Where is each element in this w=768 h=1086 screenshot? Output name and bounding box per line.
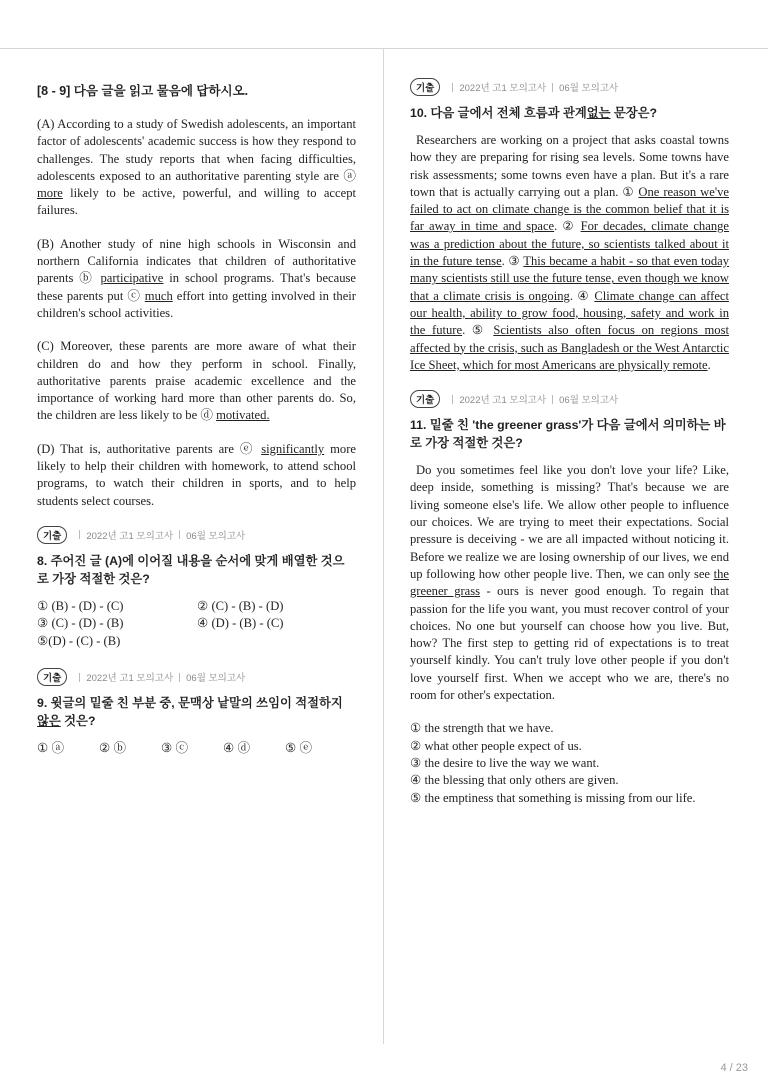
q11-choice-4[interactable]: ④ the blessing that only others are given. xyxy=(410,773,619,788)
q11-underlined: the greener grass xyxy=(410,566,729,599)
q11-passage-end: - ours is never good enough. To regain that passion for the life you want, you must recover control of your choices. No one but yourself can choose how you live. But, how? The first step to getting rid of expectations is to treat yourself kindly. You can't truly love other people if you don't love yourself first. When we accept who we are, there's no room for other's expectation. xyxy=(410,584,729,703)
separator xyxy=(552,83,553,92)
passage-b-end: effort into getting involved in their children's school activities. xyxy=(37,288,356,320)
q9-tag-badge: 기출 xyxy=(37,668,67,686)
mark-c: ⓒ xyxy=(127,288,141,303)
q10-year: 2022년 고1 모의고사 xyxy=(459,83,547,94)
q8-choice-1[interactable]: ① (B) - (D) - (C) xyxy=(37,598,124,613)
q8-year: 2022년 고1 모의고사 xyxy=(86,530,174,542)
mark-b: ⓑ xyxy=(79,271,95,286)
q11-choice-2[interactable]: ② what other people expect of us. xyxy=(410,738,582,753)
separator xyxy=(452,395,453,404)
q9-title-text: 9. 윗글의 밑줄 친 부분 중, 문맥상 낱말의 쓰임이 적절하지 xyxy=(37,696,343,711)
separator xyxy=(452,83,453,92)
right-column xyxy=(410,78,729,807)
q10-title-text: 10. 다음 글에서 전체 흐름과 관계 xyxy=(410,106,587,120)
q9-choice-5[interactable]: ⑤ ⓔ xyxy=(285,741,313,756)
q9-choice-4[interactable]: ④ ⓓ xyxy=(223,741,251,756)
q11-year: 2022년 고1 모의고사 xyxy=(459,395,547,407)
q9-choice-1[interactable]: ① ⓐ xyxy=(37,741,65,756)
q10-month: 06월 모의고사 xyxy=(559,83,619,94)
underlined-c: much xyxy=(144,288,173,303)
q8-choice-5[interactable]: ⑤(D) - (C) - (B) xyxy=(37,633,121,648)
q8-choice-3[interactable]: ③ (C) - (D) - (B) xyxy=(37,616,124,631)
q10-num-5: ⑤ xyxy=(471,323,487,338)
q8-tag-badge: 기출 xyxy=(37,526,67,544)
passage-a-end: likely to be active, powerful, and willing to accept failures. xyxy=(37,186,356,218)
q10-passage-intro: Researchers are working on a project that asks coastal towns how they are preparing for rising sea levels. Some towns have risk assessments; some towns even have a plan. But it's a rare town that is actually carrying out a plan. xyxy=(410,133,729,199)
q8-choice-2[interactable]: ② (C) - (B) - (D) xyxy=(197,598,284,613)
underlined-e: significantly xyxy=(261,441,325,456)
passage-a-text: (A) According to a study of Swedish adolescents, an important factor of adolescents' academic success is how they respond to challenges. The study reports that when facing difficulties, adolescents exposed to an authoritative parenting style are xyxy=(37,117,356,183)
header-rule xyxy=(0,48,768,49)
q10-title xyxy=(410,104,729,122)
underlined-a: more xyxy=(37,186,63,201)
q11-choices xyxy=(410,720,729,806)
mark-a: ⓐ xyxy=(343,168,356,183)
passage-b-text: (B) Another study of nine high schools in Wisconsin and northern California indicates that children of authoritative parents xyxy=(37,236,356,286)
q9-choice-3[interactable]: ③ ⓒ xyxy=(161,741,189,756)
passage-d-end: more likely to help their children with homework, to attend school programs, to watch their children in sports, and to help students select courses. xyxy=(37,441,356,508)
q8-month: 06월 모의고사 xyxy=(186,530,246,542)
q10-sentence-1: One reason we've failed to act on climate change is the common belief that it is far away in time and space xyxy=(410,184,729,234)
q9-choice-2[interactable]: ② ⓑ xyxy=(99,741,127,756)
q10-passage: Researchers are working on a project that asks coastal towns how they are preparing for rising sea levels. Some towns have risk assessments; some towns even have a plan. But it's a rare town that is actually carrying out a plan. ① One reason we've failed to act on climate change is the common belief that it is far away in time and space. ② For decades, climate change was a prediction about the future, so scientists talked about it in the future tense. ③ This became a habit - so that even today many scientists still use the future tense, even though we know that a climate crisis is ongoing. ④ Climate change can affect our health, ability to grow food, housing, safety and work in the future. ⑤ Scientists also often focus on regions most affected by the crisis, such as Bangladesh or the West Antarctic Ice Sheet, which for most Americans are physically remote. xyxy=(410,133,730,372)
passage-d xyxy=(37,441,356,510)
q10-source xyxy=(410,78,729,96)
column-divider xyxy=(383,48,384,1044)
q10-sentence-5: Scientists also often focus on regions most affected by the crisis, such as Bangladesh or the West Antarctic Ice Sheet, which for most Americans are physically remote xyxy=(410,323,729,372)
q11-choice-5[interactable]: ⑤ the emptiness that something is missing from our life. xyxy=(410,790,696,805)
q10-sentence-3: This became a habit - so that even today many scientists still use the future tense, even though we know that a climate crisis is ongoing xyxy=(410,254,730,303)
q9-month: 06월 모의고사 xyxy=(186,673,246,685)
q10-sentence-2: For decades, climate change was a prediction about the future, so scientists talked about it in the future tense xyxy=(410,219,730,269)
q8-choices xyxy=(37,598,356,651)
q10-num-3: ③ xyxy=(508,254,520,269)
separator xyxy=(79,673,80,682)
passage-a xyxy=(37,116,356,220)
left-column xyxy=(37,78,356,757)
q11-title: 11. 밑줄 친 'the greener grass'가 다음 글에서 의미하는 바로 가장 적절한 것은? xyxy=(410,418,726,451)
underlined-d: motivated. xyxy=(216,408,270,423)
q10-num-1: ① xyxy=(622,184,635,199)
q10-title-underlined: 없는 xyxy=(586,106,611,120)
passage-b xyxy=(37,236,356,322)
q9-title-end: 것은? xyxy=(60,714,96,729)
q11-choice-1[interactable]: ① the strength that we have. xyxy=(410,721,554,736)
separator xyxy=(179,530,180,539)
passage-d-text: (D) That is, authoritative parents are xyxy=(37,441,240,456)
q11-month: 06월 모의고사 xyxy=(559,395,619,407)
q11-passage-text: Do you sometimes feel like you don't love your life? Like, deep inside, something is missing? That's because we are living someone else's life. We allow other people to influence our choices. We are trying to meet their expectations. Social pressure is deceiving - we are all impacted without noticing it. Before we realize we are losing ownership of our lives, we end up following how other people live. Then, we can only see xyxy=(410,463,729,581)
mark-e: ⓔ xyxy=(239,441,256,456)
q8-title: 8. 주어진 글 (A)에 이어질 내용을 순서에 맞게 배열한 것으로 가장 적절한 것은? xyxy=(37,553,345,586)
passage-c xyxy=(37,338,356,424)
q10-sentence-4: Climate change can affect our health, ability to grow food, housing, safety and work in the future xyxy=(410,288,729,338)
group-instruction: [8 - 9] 다음 글을 읽고 물음에 답하시오. xyxy=(37,84,249,98)
separator xyxy=(179,673,180,682)
underlined-b: participative xyxy=(100,271,164,286)
q8-source xyxy=(37,526,356,544)
q9-source xyxy=(37,668,356,686)
q10-num-2: ② xyxy=(562,219,576,234)
q10-title-end: 문장은? xyxy=(610,106,658,120)
q11-choice-3[interactable]: ③ the desire to live the way we want. xyxy=(410,755,600,770)
mark-d: ⓓ xyxy=(200,408,213,423)
passage-b-mid: in school programs. That's because these parents put xyxy=(37,271,357,303)
q10-num-4: ④ xyxy=(577,288,590,303)
q9-choices xyxy=(37,740,356,757)
q11-source xyxy=(410,390,729,408)
separator xyxy=(552,395,553,404)
q9-year: 2022년 고1 모의고사 xyxy=(86,673,174,685)
q10-tag-badge: 기출 xyxy=(410,78,440,96)
page-number: 4 / 23 xyxy=(720,1062,748,1074)
separator xyxy=(79,530,80,539)
q9-title-underlined: 않은 xyxy=(37,714,61,729)
passage-c-text: (C) Moreover, these parents are more aware of what their children do and how they perform in school. Finally, authoritative parents praise academic excellence and the importance of working hard more than other parents do. So, the children are less likely to be xyxy=(37,339,356,423)
q11-tag-badge: 기출 xyxy=(410,390,440,408)
q9-title xyxy=(37,694,356,730)
q8-choice-4[interactable]: ④ (D) - (B) - (C) xyxy=(197,616,284,631)
q11-passage xyxy=(410,462,729,704)
